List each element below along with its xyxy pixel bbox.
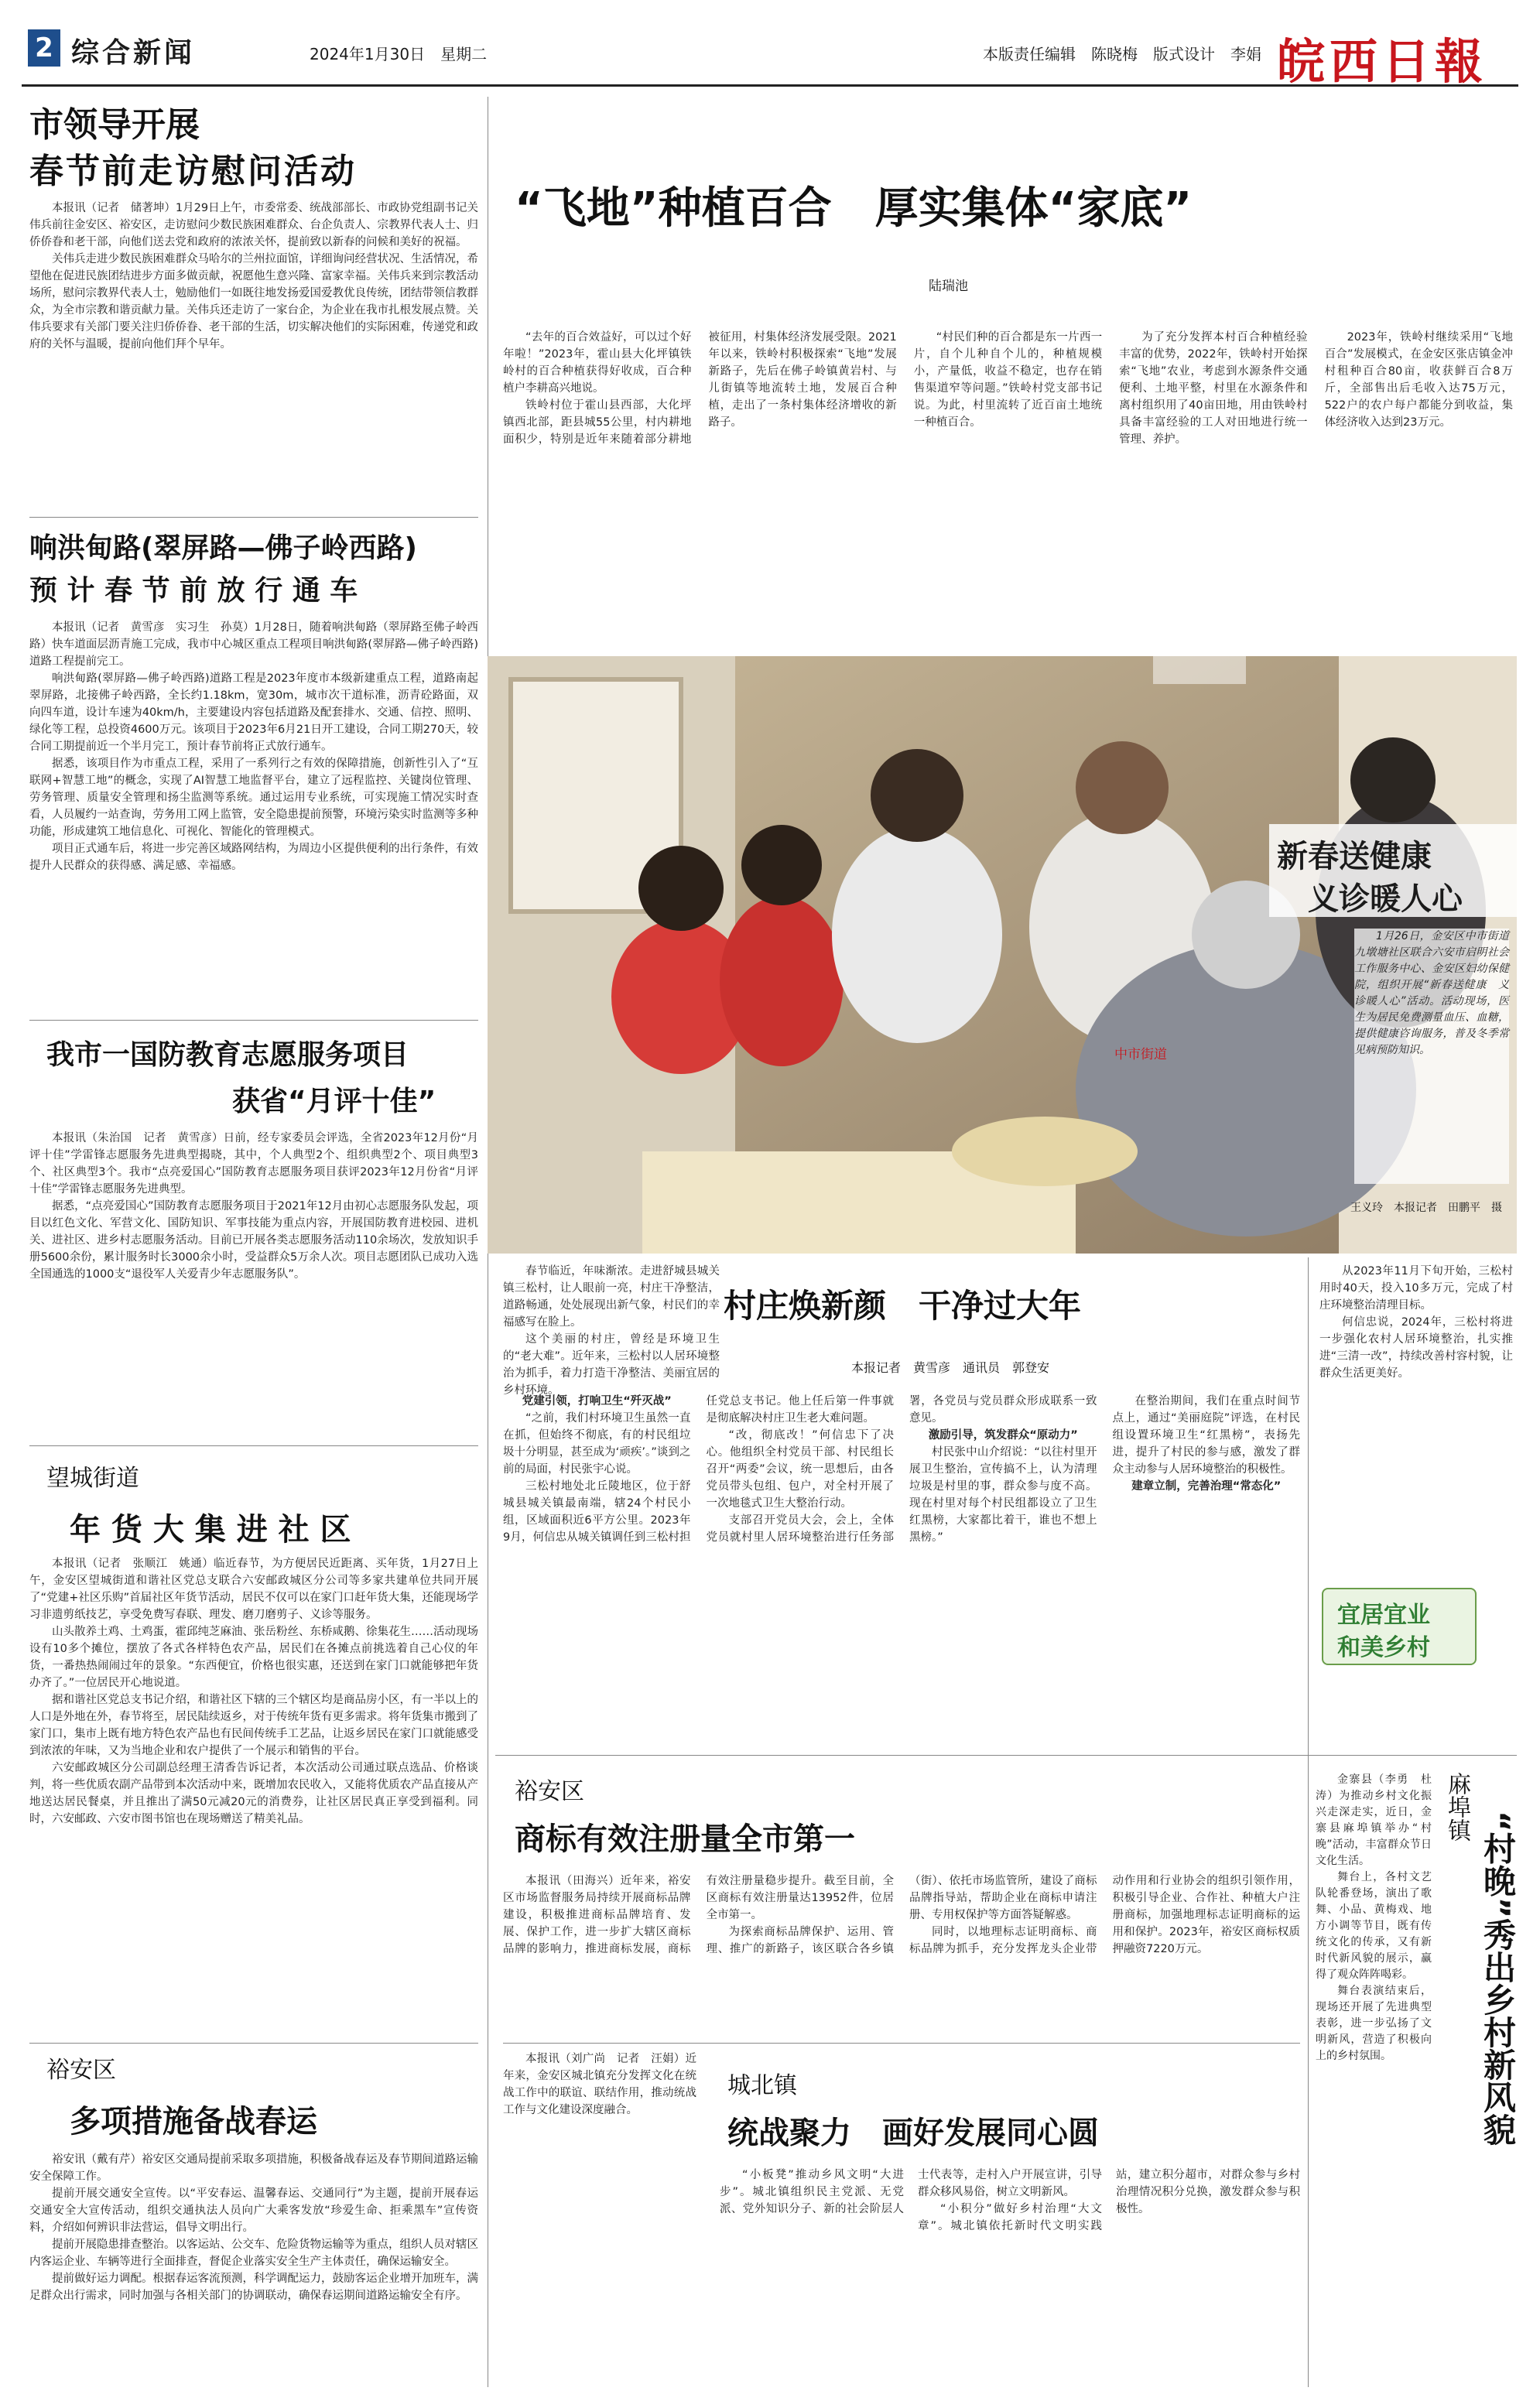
a9-paragraph: 金寨县（李勇 杜涛）为推动乡村文化振兴走深走实，近日，金寨县麻埠镇举办“村晚”活动，丰富群众节日文化生活。 bbox=[1316, 1774, 1432, 1867]
a4-paragraph: 六安邮政城区分公司副总经理王清香告诉记者，本次活动公司通过联点选品、价格谈判，将一些优质农副产品带到本次活动中来，既增加农民收入，又能将优质农产品直接从产地送达居民餐桌，并且推出了满50元减20元的消费券，让社区居民真正享受到福利。同时，六安邮政、六安市图书馆也在现场赠送了精美礼品。 bbox=[29, 1762, 478, 1825]
column-divider bbox=[1308, 1257, 1309, 2387]
divider bbox=[29, 1020, 478, 1021]
a4-body bbox=[29, 1555, 478, 2035]
photo-caption-text: 1月26日，金安区中市街道九墩塘社区联合六安市启明社会工作服务中心、金安区妇幼保健院，组织开展“新春送健康 义诊暖人心”活动。活动现场，医生为居民免费测量血压、血糖，提供健康咨询服务，普及冬季常见病预防知识。 bbox=[1354, 930, 1509, 1056]
editors-credit: 本版责任编辑 陈晓梅 版式设计 李娟 bbox=[983, 45, 1261, 63]
a6-paragraph: “之前，我们村环境卫生虽然一直在抓，但始终不彻底，有的村民组垃圾十分明显，甚至成为‘顽疾’。”谈到之前的局面，村民张宇心说。 bbox=[503, 1412, 691, 1476]
badge-line1: 宜居宜业 bbox=[1337, 1602, 1430, 1629]
a6-paragraph: 三松村地处北丘陵地区，位于舒城县城关镇最南端，辖24个村民小组，区域面积近6平方公里。2023年9月，何信忠从城关镇调任到三松村担任党总支书记。他上任后第一件事就是彻底解决村庄卫生老大难问题。 bbox=[503, 1395, 894, 1544]
badge-line2: 和美乡村 bbox=[1337, 1634, 1430, 1661]
a4-kicker: 望城街道 bbox=[46, 1465, 139, 1492]
photo-caption-title-1: 新春送健康 bbox=[1277, 839, 1432, 874]
a5-title: 多项措施备战春运 bbox=[70, 2104, 317, 2139]
divider bbox=[29, 517, 478, 518]
a6-subhead: 建章立制，完善治理“常态化” bbox=[1131, 1480, 1282, 1493]
a6-paragraph: “改，彻底改！”何信忠下了决心。他组织全村党员干部、村民组长召开“两委”会议，统一思想后，由各党员带头包组、包户，对全村开展了一次地毯式卫生大整治行动。 bbox=[706, 1429, 894, 1510]
a6-body bbox=[503, 1393, 1300, 1749]
a9-title: “村晚”秀出乡村新风貌 bbox=[1479, 1811, 1517, 2146]
photo-caption-title-2: 义诊暖人心 bbox=[1308, 881, 1463, 917]
section-title: 综合新闻 bbox=[71, 37, 196, 69]
a2-paragraph: 响洪甸路(翠屏路—佛子岭西路)道路工程是2023年度市本级新建重点工程，道路南起翠屏路，北接佛子岭西路，全长约1.18km，宽30m，城市次干道标准，沥青砼路面，双向四车道，设计车速为40km/h，主要建设内容包括道路及配套排水、交通、信控、照明、绿化等工程，总投资4600万元。该项目于2023年6月21日开工建设，合同工期270天，较合同工期提前近一个半月完工，预计春节前将正式放行通车。 bbox=[29, 672, 478, 753]
hero-byline: 陆瑞池 bbox=[929, 279, 968, 294]
a7-kicker: 裕安区 bbox=[515, 1778, 584, 1805]
a6-paragraph: 支部召开党员大会，会上，全体党员就村里人居环境整治进行任务部署，各党员与党员群众形成联系一致意见。 bbox=[706, 1395, 1097, 1544]
a1-title-line2: 春节前走访慰问活动 bbox=[29, 152, 357, 191]
hero-paragraph: “村民们种的百合都是东一片西一片，自个儿种自个儿的，种植规模小，产量低，收益不稳定，也存在销售渠道窄等问题。”铁岭村党支部书记说。为此，村里流转了近百亩土地统一种植百合。 bbox=[913, 331, 1103, 429]
a9-paragraph: 舞台表演结束后，现场还开展了先进典型表彰，进一步弘扬了文明新风，营造了积极向上的乡村氛围。 bbox=[1316, 1985, 1432, 2062]
divider bbox=[495, 1755, 1517, 1756]
hero-paragraph: 为了充分发挥本村百合种植经验丰富的优势，2022年，铁岭村开始探索“飞地”农业，考虑到水源条件交通便利、土地平整，村里在水源条件和离村组织用了40亩田地，用由铁岭村具备丰富经验的工人对田地进行统一管理、养护。 bbox=[1119, 331, 1308, 446]
a2-title-line2: 预 计 春 节 前 放 行 通 车 bbox=[29, 575, 358, 607]
a5-body bbox=[29, 2151, 478, 2383]
a9-paragraph: 舞台上，各村文艺队轮番登场，演出了歌舞、小品、黄梅戏、地方小调等节目，既有传统文化的传承，又有新时代新风貌的展示，赢得了观众阵阵喝彩。 bbox=[1316, 1871, 1432, 1981]
a4-title: 年 货 大 集 进 社 区 bbox=[70, 1512, 351, 1548]
a3-paragraph: 本报讯（朱治国 记者 黄雪彦）日前，经专家委员会评选，全省2023年12月份“月评十佳”学雷锋志愿服务先进典型揭晓，其中，个人典型2个、组织典型2个、项目典型3个、社区典型3个。我市“点亮爱国心”国防教育志愿服务项目获评2023年12月份省“月评十佳”学雷锋志愿服务先进典型。 bbox=[29, 1132, 478, 1195]
hero-paragraph: 2023年，铁岭村继续采用“飞地百合”发展模式，在金安区张店镇金冲村租种百合80亩，收获鲜百合8万斤，全部售出后毛收入达75万元，522户的农户每户都能分到收益，集体经济收入达到23万元。 bbox=[1324, 331, 1513, 429]
a6-paragraph: 这个美丽的村庄，曾经是环境卫生的“老大难”。近年来，三松村以人居环境整治为抓手，着力打造干净整洁、美丽宜居的乡村环境。 bbox=[503, 1333, 720, 1397]
a6-paragraph: 在整治期间，我们在重点时间节点上，通过“美丽庭院”评选，在村民组设置环境卫生“红黑榜”，表扬先进，提升了村民的参与感，激发了群众主动参与人居环境整治的积极性。 bbox=[1112, 1395, 1300, 1476]
a1-title-line1: 市领导开展 bbox=[29, 105, 200, 145]
photo-credit: 王义玲 本报记者 田鹏平 摄 bbox=[1350, 1202, 1502, 1214]
a8-paragraph: 本报讯（刘广尚 记者 汪娟）近年来，金安区城北镇充分发挥文化在统战工作中的联谊、联结作用，推动统战工作与文化建设深度融合。 bbox=[503, 2053, 696, 2116]
divider bbox=[503, 2043, 1300, 2044]
divider bbox=[29, 2043, 478, 2044]
a6-subhead: 党建引领，打响卫生“歼灭战” bbox=[522, 1395, 672, 1408]
a8-title: 统战聚力 画好发展同心圆 bbox=[727, 2116, 1099, 2151]
a8-left-col bbox=[503, 2051, 696, 2383]
a4-paragraph: 据和谐社区党总支书记介绍，和谐社区下辖的三个辖区均是商品房小区，有一半以上的人口是外地在外，春节将至，居民陆续返乡，对于传统年货有更多需求。将年货集市搬到了家门口，集市上既有地方特色农产品也有民间传统手工艺品，让返乡居民在家门口就能感受到浓浓的年味，又为当地企业和农户提供了一个展示和销售的平台。 bbox=[29, 1694, 478, 1757]
hero-body bbox=[503, 329, 1513, 648]
divider bbox=[29, 1445, 478, 1446]
a7-body bbox=[503, 1873, 1300, 2035]
a6-right-col bbox=[1319, 1263, 1513, 1534]
a3-title-line2: 获省“月评十佳” bbox=[232, 1086, 436, 1117]
a9-kicker: 麻埠镇 bbox=[1443, 1772, 1470, 1842]
a6-title: 村庄焕新颜 干净过大年 bbox=[724, 1287, 1082, 1325]
a6-paragraph: 从2023年11月下旬开始，三松村用时40天，投入10多万元，完成了村庄环境整治清理目标。 bbox=[1319, 1265, 1513, 1312]
a4-paragraph: 山头散养土鸡、土鸡蛋，霍邱纯芝麻油、张岳粉丝、东桥咸鹅、徐集花生……活动现场设有10多个摊位，摆放了各式各样特色农产品，居民们在各摊点前挑选着自己心仪的年货，一番热热闹闹过年的景象。“东西便宜，价格也很实惠，还送到在家门口就能够把年货办齐了。”一位居民开心地说道。 bbox=[29, 1626, 478, 1689]
a7-paragraph: 同时，以地理标志证明商标、商标品牌为抓手，充分发挥龙头企业带动作用和行业协会的组织引领作用，积极引导企业、合作社、种植大户注册商标，加强地理标志证明商标的运用和保护。2023年，裕安区商标权质押融资7220万元。 bbox=[909, 1875, 1300, 1955]
a5-paragraph: 裕安讯（戴有芹）裕安区交通局提前采取多项措施，积极备战春运及春节期间道路运输安全保障工作。 bbox=[29, 2153, 478, 2183]
a9-body bbox=[1316, 1772, 1432, 2383]
a8-paragraph: “小积分”做好乡村治理“大文章”。城北镇依托新时代文明实践站，建立积分超市，对群众参与乡村治理情况积分兑换，激发群众参与积极性。 bbox=[918, 2169, 1300, 2232]
a2-body bbox=[29, 619, 478, 1006]
a1-paragraph: 关伟兵走进少数民族困难群众马哈尔的兰州拉面馆，详细询问经营状况、生活情况，希望他在促进民族团结进步方面多做贡献，祝愿他生意兴隆、富家幸福。关伟兵来到宗教活动场所，慰问宗教界代表人士，勉励他们一如既往地发扬爱国爱教优良传统，团结带领信教群众，为全市宗教和谐贡献力量。关伟兵还走访了一家台企，为企业在我市扎根发展点赞。关伟兵要求有关部门要关注归侨侨眷、老干部的生活，切实解决他们的实际困难，传递党和政府的关怀与温暖，提前向他们拜个早年。 bbox=[29, 253, 478, 351]
a1-paragraph: 本报讯（记者 储著坤）1月29日上午，市委常委、统战部部长、市政协党组副书记关伟兵前往金安区、裕安区，走访慰问少数民族困难群众、台企负责人、宗教界代表人士、归侨侨眷和老干部，向他们送去党和政府的浓浓关怀，提前致以新春的问候和美好的祝福。 bbox=[29, 202, 478, 248]
hero-paragraph: 铁岭村位于霍山县西部，大化坪镇西北部，距县城55公里，村内耕地面积少，特别是近年来随着部分耕地被征用，村集体经济发展受限。2021年以来，铁岭村积极探索“飞地”发展新路子，先后在佛子岭镇黄岩村、与儿街镇等地流转土地，发展百合种植，走出了一条村集体经济增收的新路子。 bbox=[503, 331, 897, 446]
a6-paragraph: 村民张中山介绍说：“以往村里开展卫生整治，宣传搞不上，认为清理垃圾是村里的事，群众参与度不高。现在村里对每个村民组都设立了卫生红黑榜，大家都比着干，谁也不想上黑榜。” bbox=[909, 1446, 1097, 1544]
hero-paragraph: “去年的百合效益好，可以过个好年啦！”2023年，霍山县大化坪镇铁岭村的百合种植获得好收成，百合种植户李耕高兴地说。 bbox=[503, 331, 692, 395]
newspaper-logo: 皖西日報 bbox=[1277, 33, 1488, 90]
a3-body bbox=[29, 1130, 478, 1435]
a2-paragraph: 项目正式通车后，将进一步完善区域路网结构，为周边小区提供便利的出行条件，有效提升人民群众的获得感、满足感、幸福感。 bbox=[29, 843, 478, 872]
a8-body bbox=[720, 2167, 1300, 2383]
a5-paragraph: 提前开展交通安全宣传。以“平安春运、温馨春运、交通同行”为主题，提前开展春运交通安全大宣传活动，组织交通执法人员向广大乘客发放“珍爱生命、拒乘黑车”宣传资料，介绍如何辨识非法营运，倡导文明出行。 bbox=[29, 2187, 478, 2234]
a3-title-line1: 我市一国防教育志愿服务项目 bbox=[46, 1039, 409, 1071]
a6-lead bbox=[503, 1263, 720, 1397]
a2-paragraph: 据悉，该项目作为市重点工程，采用了一系列行之有效的保障措施，创新性引入了“互联网+智慧工地”的概念，实现了AI智慧工地监督平台，建立了远程监控、关键岗位管理、劳务管理、质量安全管理和扬尘监测等系统。通过运用专业系统，可实现施工情况实时查看，人员履约一站查询，劳务用工网上监管，安全隐患提前预警，环境污染实时监测等多种功能，形成建筑工地信息化、可视化、智能化的管理模式。 bbox=[29, 758, 478, 838]
page-number: 2 bbox=[28, 29, 60, 67]
a1-body bbox=[29, 200, 478, 509]
a7-paragraph: 本报讯（田海兴）近年来，裕安区市场监督服务局持续开展商标品牌建设，积极推进商标品牌培育、发展、保护工作，进一步扩大辖区商标品牌的影响力，推进商标发展，商标有效注册量稳步提升。截至目前，全区商标有效注册量达13952件，位居全市第一。 bbox=[503, 1875, 894, 1955]
a6-paragraph: 春节临近，年味渐浓。走进舒城县城关镇三松村，让人眼前一亮，村庄干净整洁，道路畅通，处处展现出新气象，村民们的幸福感写在脸上。 bbox=[503, 1265, 720, 1329]
hero-title: “飞地”种植百合 厚实集体“家底” bbox=[515, 183, 1193, 234]
a8-paragraph: “小板凳”推动乡风文明“大进步”。城北镇组织民主党派、无党派、党外知识分子、新的社会阶层人士代表等，走村入户开展宣讲，引导群众移风易俗，树立文明新风。 bbox=[720, 2169, 1102, 2215]
a5-paragraph: 提前做好运力调配。根据春运客流预测，科学调配运力，鼓励客运企业增开加班车，满足群众出行需求，同时加强与各相关部门的协调联动，确保春运期间道路运输安全有序。 bbox=[29, 2273, 478, 2302]
a2-paragraph: 本报讯（记者 黄雪彦 实习生 孙莫）1月28日，随着响洪甸路（翠屏路至佛子岭西路）快车道面层沥青施工完成，我市中心城区重点工程项目响洪甸路(翠屏路—佛子岭西路)道路工程提前完工。 bbox=[29, 621, 478, 668]
issue-date: 2024年1月30日 星期二 bbox=[310, 45, 488, 63]
a6-byline: 本报记者 黄雪彦 通讯员 郭登安 bbox=[851, 1360, 1050, 1375]
vest-text: 中市街道 bbox=[1114, 1047, 1167, 1062]
a7-title: 商标有效注册量全市第一 bbox=[515, 1821, 855, 1857]
a6-subhead: 激励引导，筑发群众“原动力” bbox=[928, 1429, 1078, 1442]
a5-kicker: 裕安区 bbox=[46, 2057, 116, 2084]
photo-caption-body bbox=[1354, 929, 1509, 1184]
a7-paragraph: 为探索商标品牌保护、运用、管理、推广的新路子，该区联合各乡镇（街）、依托市场监管所，建设了商标品牌指导站，帮助企业在商标申请注册、专用权保护等方面答疑解惑。 bbox=[706, 1875, 1097, 1955]
a6-paragraph: 何信忠说，2024年，三松村将进一步强化农村人居环境整治，扎实推进“三清一改”，持续改善村容村貌，让群众生活更美好。 bbox=[1319, 1316, 1513, 1380]
a4-paragraph: 本报讯（记者 张顺江 姚通）临近春节，为方便居民近距离、买年货，1月27日上午，金安区望城街道和谐社区党总支联合六安邮政城区分公司等多家共建单位共同开展了“党建+社区乐购”首届社区年货节活动，居民不仅可以在家门口赶年货大集，还能现场学习非遗剪纸技艺，享受免费写春联、理发、磨刀磨剪子、义诊等服务。 bbox=[29, 1558, 478, 1621]
a2-title-line1: 响洪甸路(翠屏路—佛子岭西路) bbox=[29, 532, 417, 564]
a8-kicker: 城北镇 bbox=[727, 2072, 797, 2099]
a3-paragraph: 据悉，“点亮爱国心”国防教育志愿服务项目于2021年12月由初心志愿服务队发起，项目以红色文化、军营文化、国防知识、军事技能为重点内容，开展国防教育进校园、进机关、进社区、进乡村志愿服务活动。目前已开展各类志愿服务活动110余场次，发放知识手册5600余份，累计服务时长3000余小时，受益群众5万余人次。项目志愿团队已成功入选全国通选的1000支“退役军人关爱青少年志愿服务队”。 bbox=[29, 1200, 478, 1281]
a5-paragraph: 提前开展隐患排查整治。以客运站、公交车、危险货物运输等为重点，组织人员对辖区内客运企业、车辆等进行全面排查，督促企业落实安全生产主体责任，确保运输安全。 bbox=[29, 2239, 478, 2268]
